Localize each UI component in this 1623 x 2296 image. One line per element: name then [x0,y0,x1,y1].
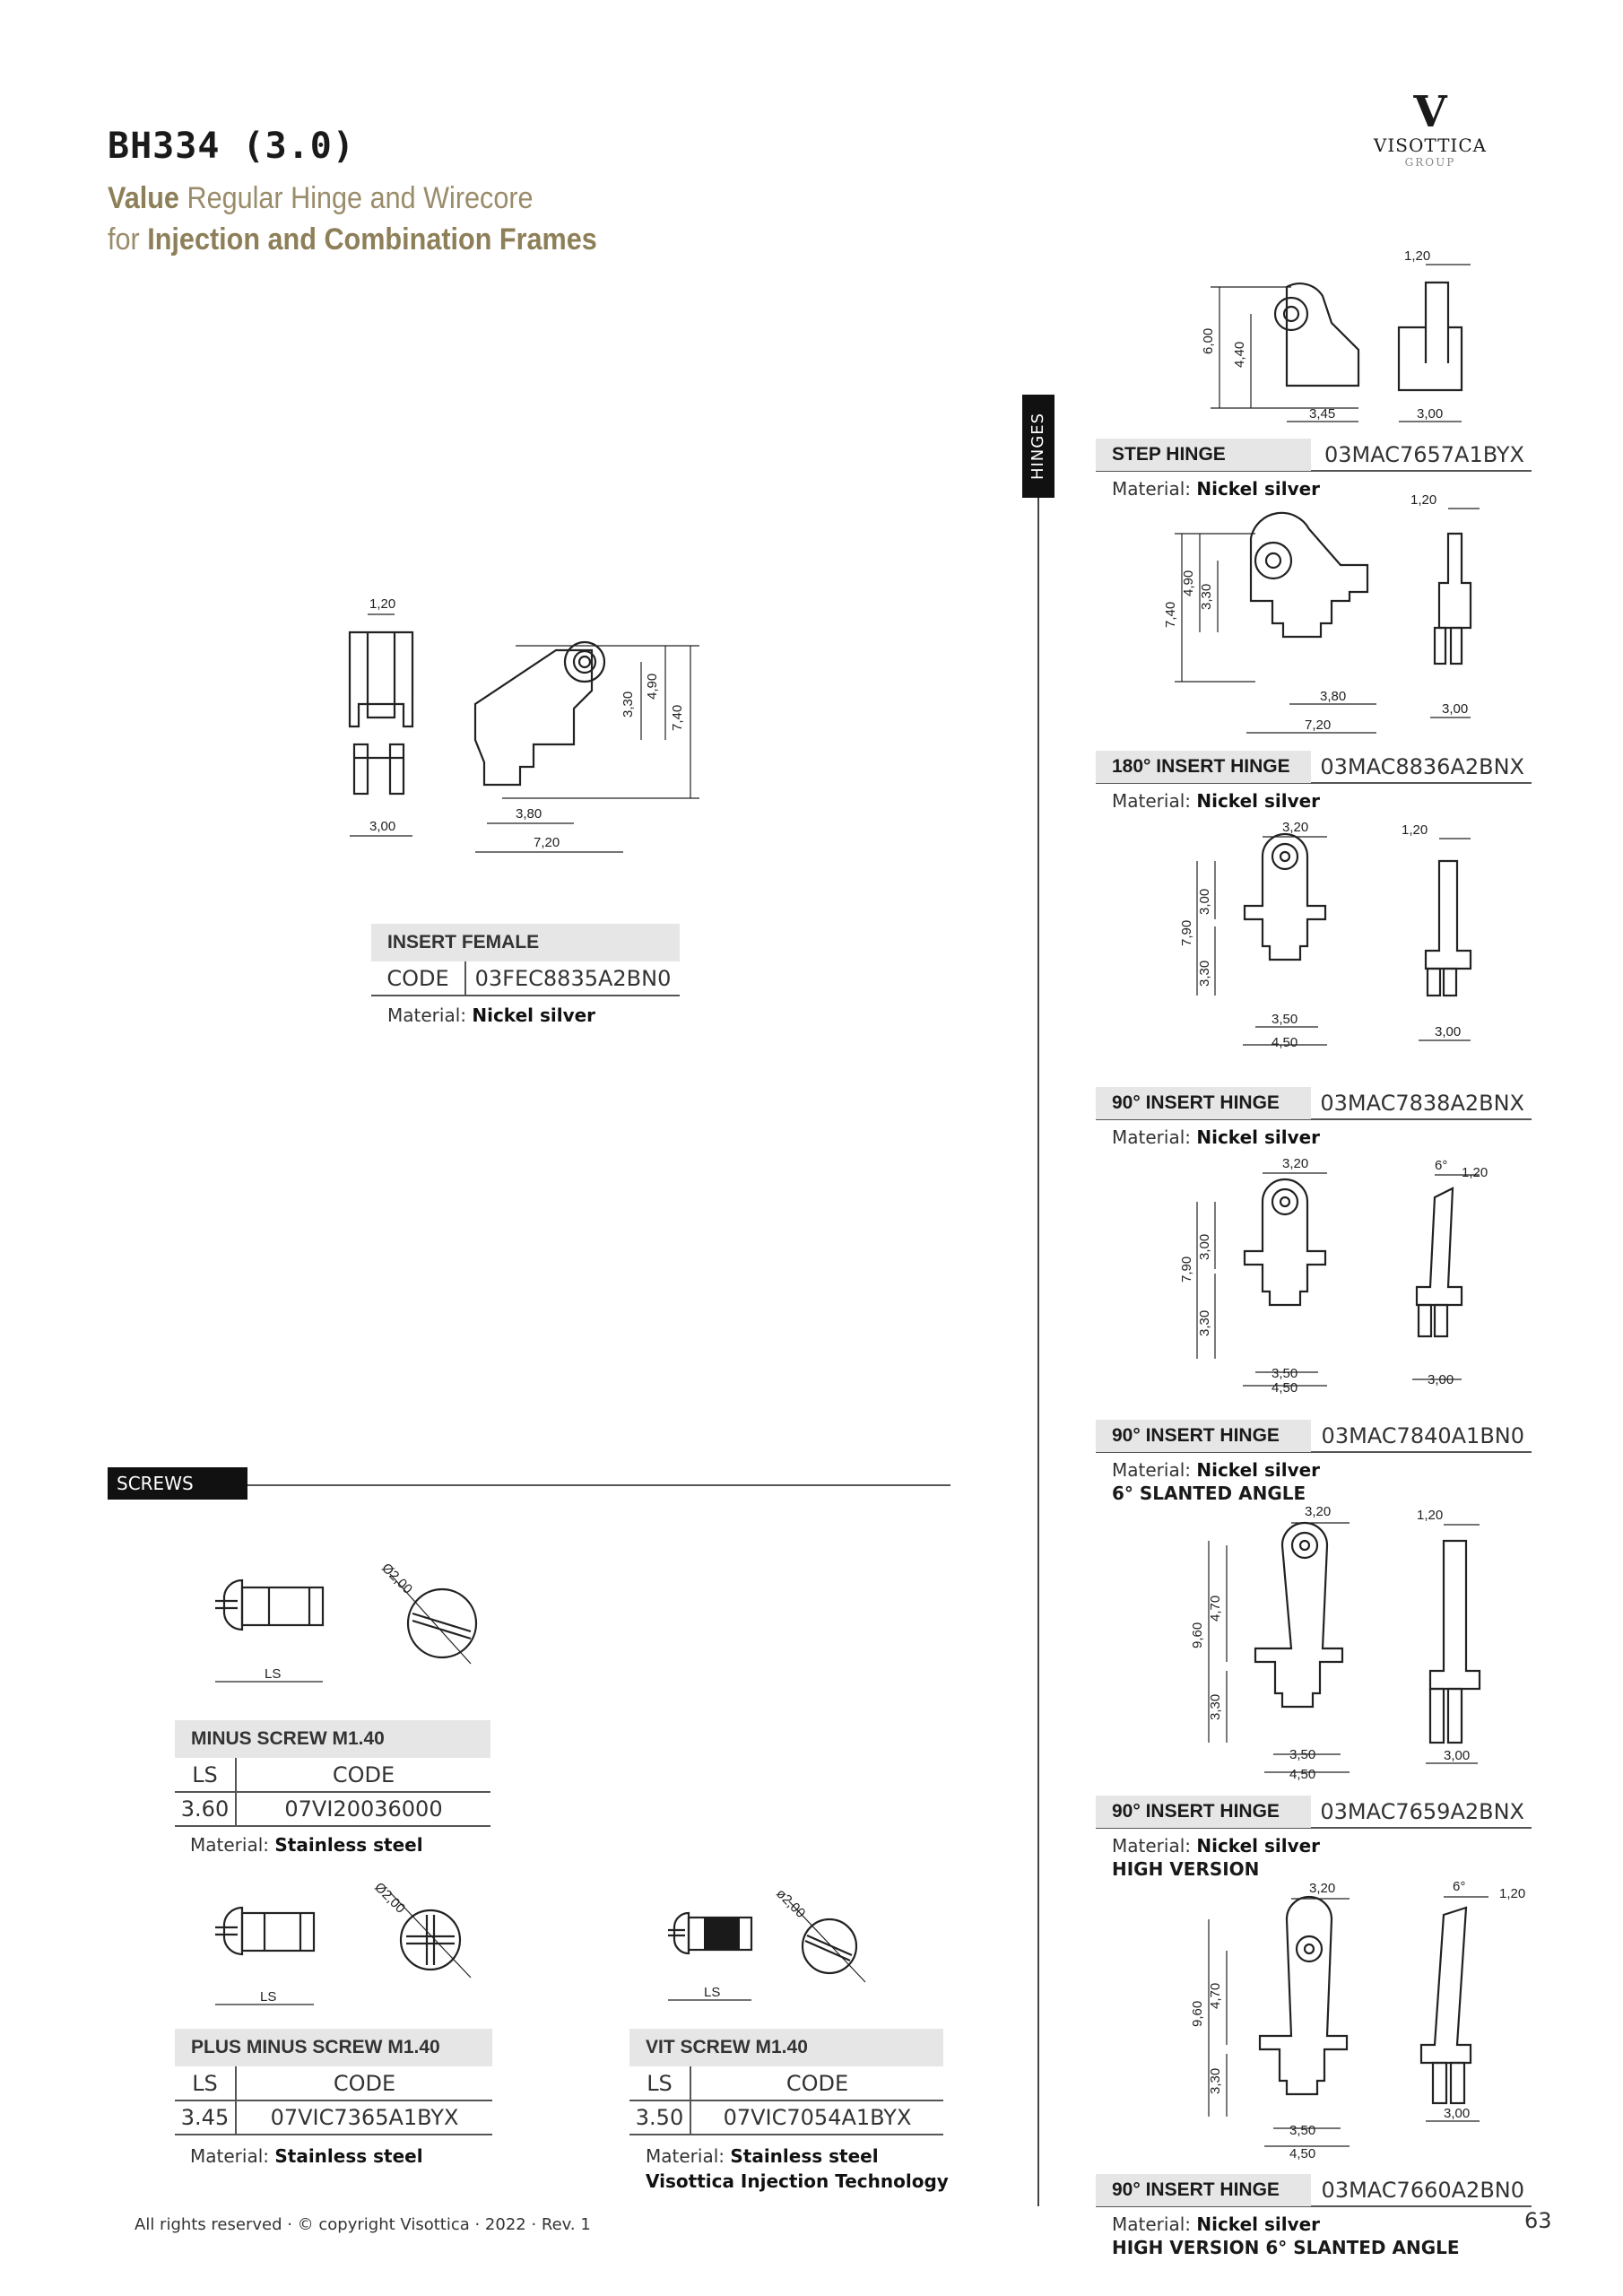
document-title: BH334 (3.0) [108,126,355,167]
90-insert-hinge-drawing-3 [1166,1505,1506,1792]
svg-text:4,40: 4,40 [1232,341,1247,368]
product-code: 03MAC7657A1BYX [1324,442,1524,467]
svg-text:3,20: 3,20 [1282,1156,1309,1171]
product-name: 90° INSERT HINGE [1096,1420,1311,1452]
product-code: 03MAC8836A2BNX [1320,754,1524,779]
vit-screw-note: Visottica Injection Technology [646,2170,949,2192]
svg-text:3,20: 3,20 [1309,1881,1336,1896]
180-insert-hinge-drawing [1157,489,1497,740]
svg-text:6°: 6° [1435,1158,1448,1173]
svg-text:1,20: 1,20 [1499,1886,1526,1901]
product-material: Material: Nickel silver [1112,1126,1321,1148]
svg-text:7,90: 7,90 [1179,919,1194,946]
subtitle-pre-2: for [108,222,140,257]
col-ls: LS [175,2066,236,2100]
product-material: Material: Nickel silver [1112,2213,1321,2235]
col-code: CODE [236,1758,490,1792]
minus-screw-table [175,1720,490,1827]
insert-female-drawing [341,583,717,870]
svg-text:4,70: 4,70 [1208,1982,1223,2009]
svg-text:3,30: 3,30 [1208,2067,1223,2094]
insert-female-table [371,924,680,996]
svg-text:1,20: 1,20 [1462,1165,1488,1180]
svg-text:1,20: 1,20 [369,596,396,612]
ls-value: 3.45 [175,2100,236,2135]
subtitle-bold-1: Value [108,181,179,215]
plus-minus-screw-drawing [211,1879,498,2013]
hinges-section-tab: HINGES [1022,395,1055,498]
svg-text:3,00: 3,00 [1442,701,1469,717]
svg-text:3,50: 3,50 [1271,1012,1298,1027]
svg-text:4,50: 4,50 [1289,1767,1316,1782]
svg-text:9,60: 9,60 [1190,1622,1205,1648]
page-number: 63 [1524,2208,1552,2233]
product-90-insert-hinge-3 [1096,1796,1532,1881]
visottica-logo [1363,87,1497,169]
svg-text:3,30: 3,30 [621,691,636,718]
svg-text:3,00: 3,00 [1417,406,1444,422]
90-insert-hinge-drawing-4 [1166,1879,1526,2166]
product-material: Material: Nickel silver [1112,790,1321,812]
svg-text:3,00: 3,00 [1428,1372,1454,1387]
product-name: 90° INSERT HINGE [1096,1087,1311,1119]
logo-group: GROUP [1404,156,1456,169]
svg-text:3,00: 3,00 [1197,888,1212,915]
svg-text:3,50: 3,50 [1271,1366,1298,1381]
svg-text:3,80: 3,80 [1320,689,1347,704]
code-value: 07VI20036000 [236,1792,490,1826]
product-material: Material: Nickel silver [1112,478,1321,500]
product-note: HIGH VERSION [1112,1858,1260,1880]
col-code: CODE [690,2066,943,2100]
svg-text:6°: 6° [1453,1879,1466,1894]
subtitle-bold-2: Injection and Combination Frames [147,222,597,257]
svg-text:4,50: 4,50 [1289,2146,1316,2161]
svg-text:3,45: 3,45 [1309,406,1336,422]
svg-text:1,20: 1,20 [1404,248,1431,264]
vit-screw-drawing [664,1883,897,2009]
svg-text:4,90: 4,90 [1181,570,1196,596]
product-code: 03MAC7660A2BN0 [1321,2178,1524,2203]
minus-screw-drawing [211,1556,498,1695]
product-code: 03MAC7659A2BNX [1320,1799,1524,1824]
90-insert-hinge-drawing-1 [1166,821,1506,1054]
svg-text:3,80: 3,80 [516,806,542,822]
logo-mark: V [1413,87,1447,137]
step-hinge-drawing [1193,248,1497,430]
svg-text:3,00: 3,00 [1197,1233,1212,1260]
svg-text:6,00: 6,00 [1201,327,1216,354]
logo-name: VISOTTICA [1373,135,1488,156]
code-value: 07VIC7054A1BYX [690,2100,943,2135]
svg-text:7,90: 7,90 [1179,1256,1194,1283]
product-step-hinge [1096,439,1532,500]
svg-text:7,20: 7,20 [1305,718,1332,733]
document-subtitle [108,178,597,260]
code-value: 03FEC8835A2BN0 [465,961,680,996]
product-180-insert-hinge [1096,752,1532,813]
product-material: Material: Nickel silver [1112,1835,1321,1857]
col-code: CODE [236,2066,492,2100]
screws-section-tab: SCREWS [108,1467,247,1500]
minus-screw-material: Material: Stainless steel [190,1834,423,1856]
svg-text:3,00: 3,00 [1444,2106,1471,2121]
svg-text:9,60: 9,60 [1190,2000,1205,2027]
product-name: 90° INSERT HINGE [1096,2174,1311,2206]
product-name: 90° INSERT HINGE [1096,1796,1311,1828]
svg-text:3,30: 3,30 [1197,1309,1212,1336]
vit-screw-material: Material: Stainless steel [646,2145,879,2167]
svg-text:3,50: 3,50 [1289,1747,1316,1762]
svg-text:LS: LS [265,1666,282,1682]
svg-text:4,50: 4,50 [1271,1380,1298,1396]
plus-minus-screw-table [175,2029,492,2135]
svg-text:4,70: 4,70 [1208,1595,1223,1622]
90-insert-hinge-drawing-2 [1166,1157,1506,1399]
svg-text:3,30: 3,30 [1208,1693,1223,1720]
ls-value: 3.50 [629,2100,690,2135]
col-ls: LS [629,2066,690,2100]
svg-text:3,00: 3,00 [1444,1748,1471,1763]
svg-text:1,20: 1,20 [1410,492,1437,508]
svg-text:Ø2,00: Ø2,00 [371,1879,409,1917]
svg-text:LS: LS [260,1989,277,2005]
code-label: CODE [371,961,465,996]
subtitle-rest-1: Regular Hinge and Wirecore [187,181,534,215]
section-divider [1037,498,1039,2206]
svg-text:LS: LS [704,1985,721,2000]
product-90-insert-hinge-2 [1096,1421,1532,1505]
svg-text:7,40: 7,40 [1163,601,1178,628]
svg-text:3,00: 3,00 [369,819,396,834]
svg-text:3,50: 3,50 [1289,2123,1316,2138]
svg-text:4,90: 4,90 [645,673,660,700]
svg-text:3,20: 3,20 [1282,820,1309,835]
table-title: INSERT FEMALE [371,924,680,961]
product-90-insert-hinge-1 [1096,1088,1532,1149]
product-code: 03MAC7838A2BNX [1320,1091,1524,1116]
table-title: MINUS SCREW M1.40 [175,1720,490,1758]
table-title: PLUS MINUS SCREW M1.40 [175,2029,492,2066]
product-name: STEP HINGE [1096,439,1311,471]
vit-screw-table [629,2029,943,2135]
svg-text:Ø2,00: Ø2,00 [378,1560,416,1597]
product-note: HIGH VERSION 6° SLANTED ANGLE [1112,2237,1460,2258]
svg-text:7,20: 7,20 [534,835,560,850]
table-title: VIT SCREW M1.40 [629,2029,943,2066]
svg-text:3,20: 3,20 [1305,1504,1332,1519]
code-value: 07VIC7365A1BYX [236,2100,492,2135]
product-note: 6° SLANTED ANGLE [1112,1483,1306,1504]
plus-minus-screw-material: Material: Stainless steel [190,2145,423,2167]
col-ls: LS [175,1758,236,1792]
product-material: Material: Nickel silver [1112,1459,1321,1481]
product-code: 03MAC7840A1BN0 [1321,1423,1524,1448]
svg-text:4,50: 4,50 [1271,1035,1298,1050]
svg-text:1,20: 1,20 [1402,822,1428,838]
ls-value: 3.60 [175,1792,236,1826]
svg-text:3,30: 3,30 [1197,960,1212,987]
svg-text:7,40: 7,40 [670,704,685,731]
footer-copyright: All rights reserved · © copyright Visottica · 2022 · Rev. 1 [135,2215,591,2234]
svg-text:3,30: 3,30 [1199,583,1214,610]
product-name: 180° INSERT HINGE [1096,751,1311,783]
svg-text:1,20: 1,20 [1417,1508,1444,1523]
insert-female-material: Material: Nickel silver [387,1004,596,1026]
svg-text:3,00: 3,00 [1435,1024,1462,1039]
svg-text:ø2,00: ø2,00 [773,1885,809,1921]
screws-divider [247,1484,950,1486]
product-90-insert-hinge-4 [1096,2175,1532,2259]
